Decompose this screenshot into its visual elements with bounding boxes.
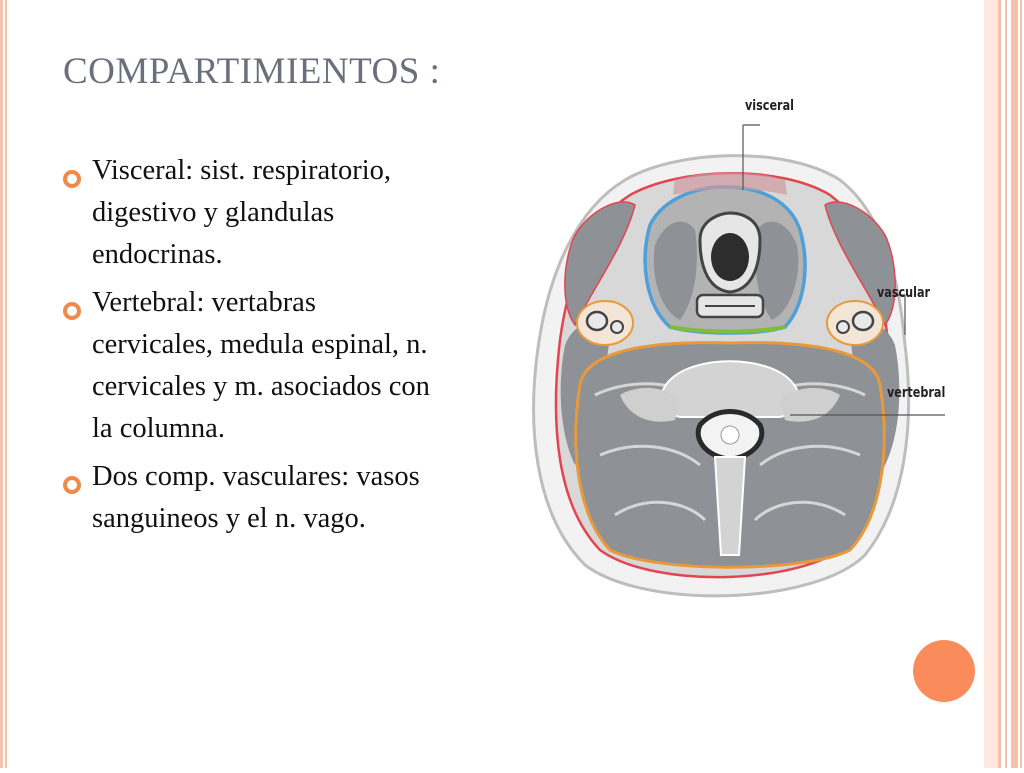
- bullet-text: Dos comp. vasculares: vasos sanguineos y el n. vago.: [92, 461, 420, 534]
- ring-bullet-icon: [62, 466, 82, 486]
- slide-title: COMPARTIMIENTOS :: [63, 51, 441, 92]
- right-frame-border: [984, 0, 1024, 768]
- ring-bullet-icon: [62, 160, 82, 180]
- bullet-item-visceral: [62, 150, 432, 276]
- bullet-item-vertebral: [62, 282, 432, 450]
- label-vascular: vascular: [877, 285, 931, 301]
- bullet-item-vascular: [62, 456, 432, 540]
- decorative-orange-circle: [913, 640, 975, 702]
- neck-cross-section-illustration: [505, 95, 955, 615]
- label-visceral: visceral: [745, 98, 794, 114]
- bullet-list: [62, 150, 432, 546]
- left-frame-border: [0, 0, 8, 768]
- bullet-text: Visceral: sist. respiratorio, digestivo y glandulas endocrinas.: [92, 155, 392, 270]
- neck-cross-section-figure: [505, 95, 955, 615]
- bullet-text: Vertebral: vertabras cervicales, medula espinal, n. cervicales y m. asociados con la columna.: [92, 287, 430, 444]
- label-vertebral: vertebral: [887, 385, 946, 401]
- ring-bullet-icon: [62, 292, 82, 312]
